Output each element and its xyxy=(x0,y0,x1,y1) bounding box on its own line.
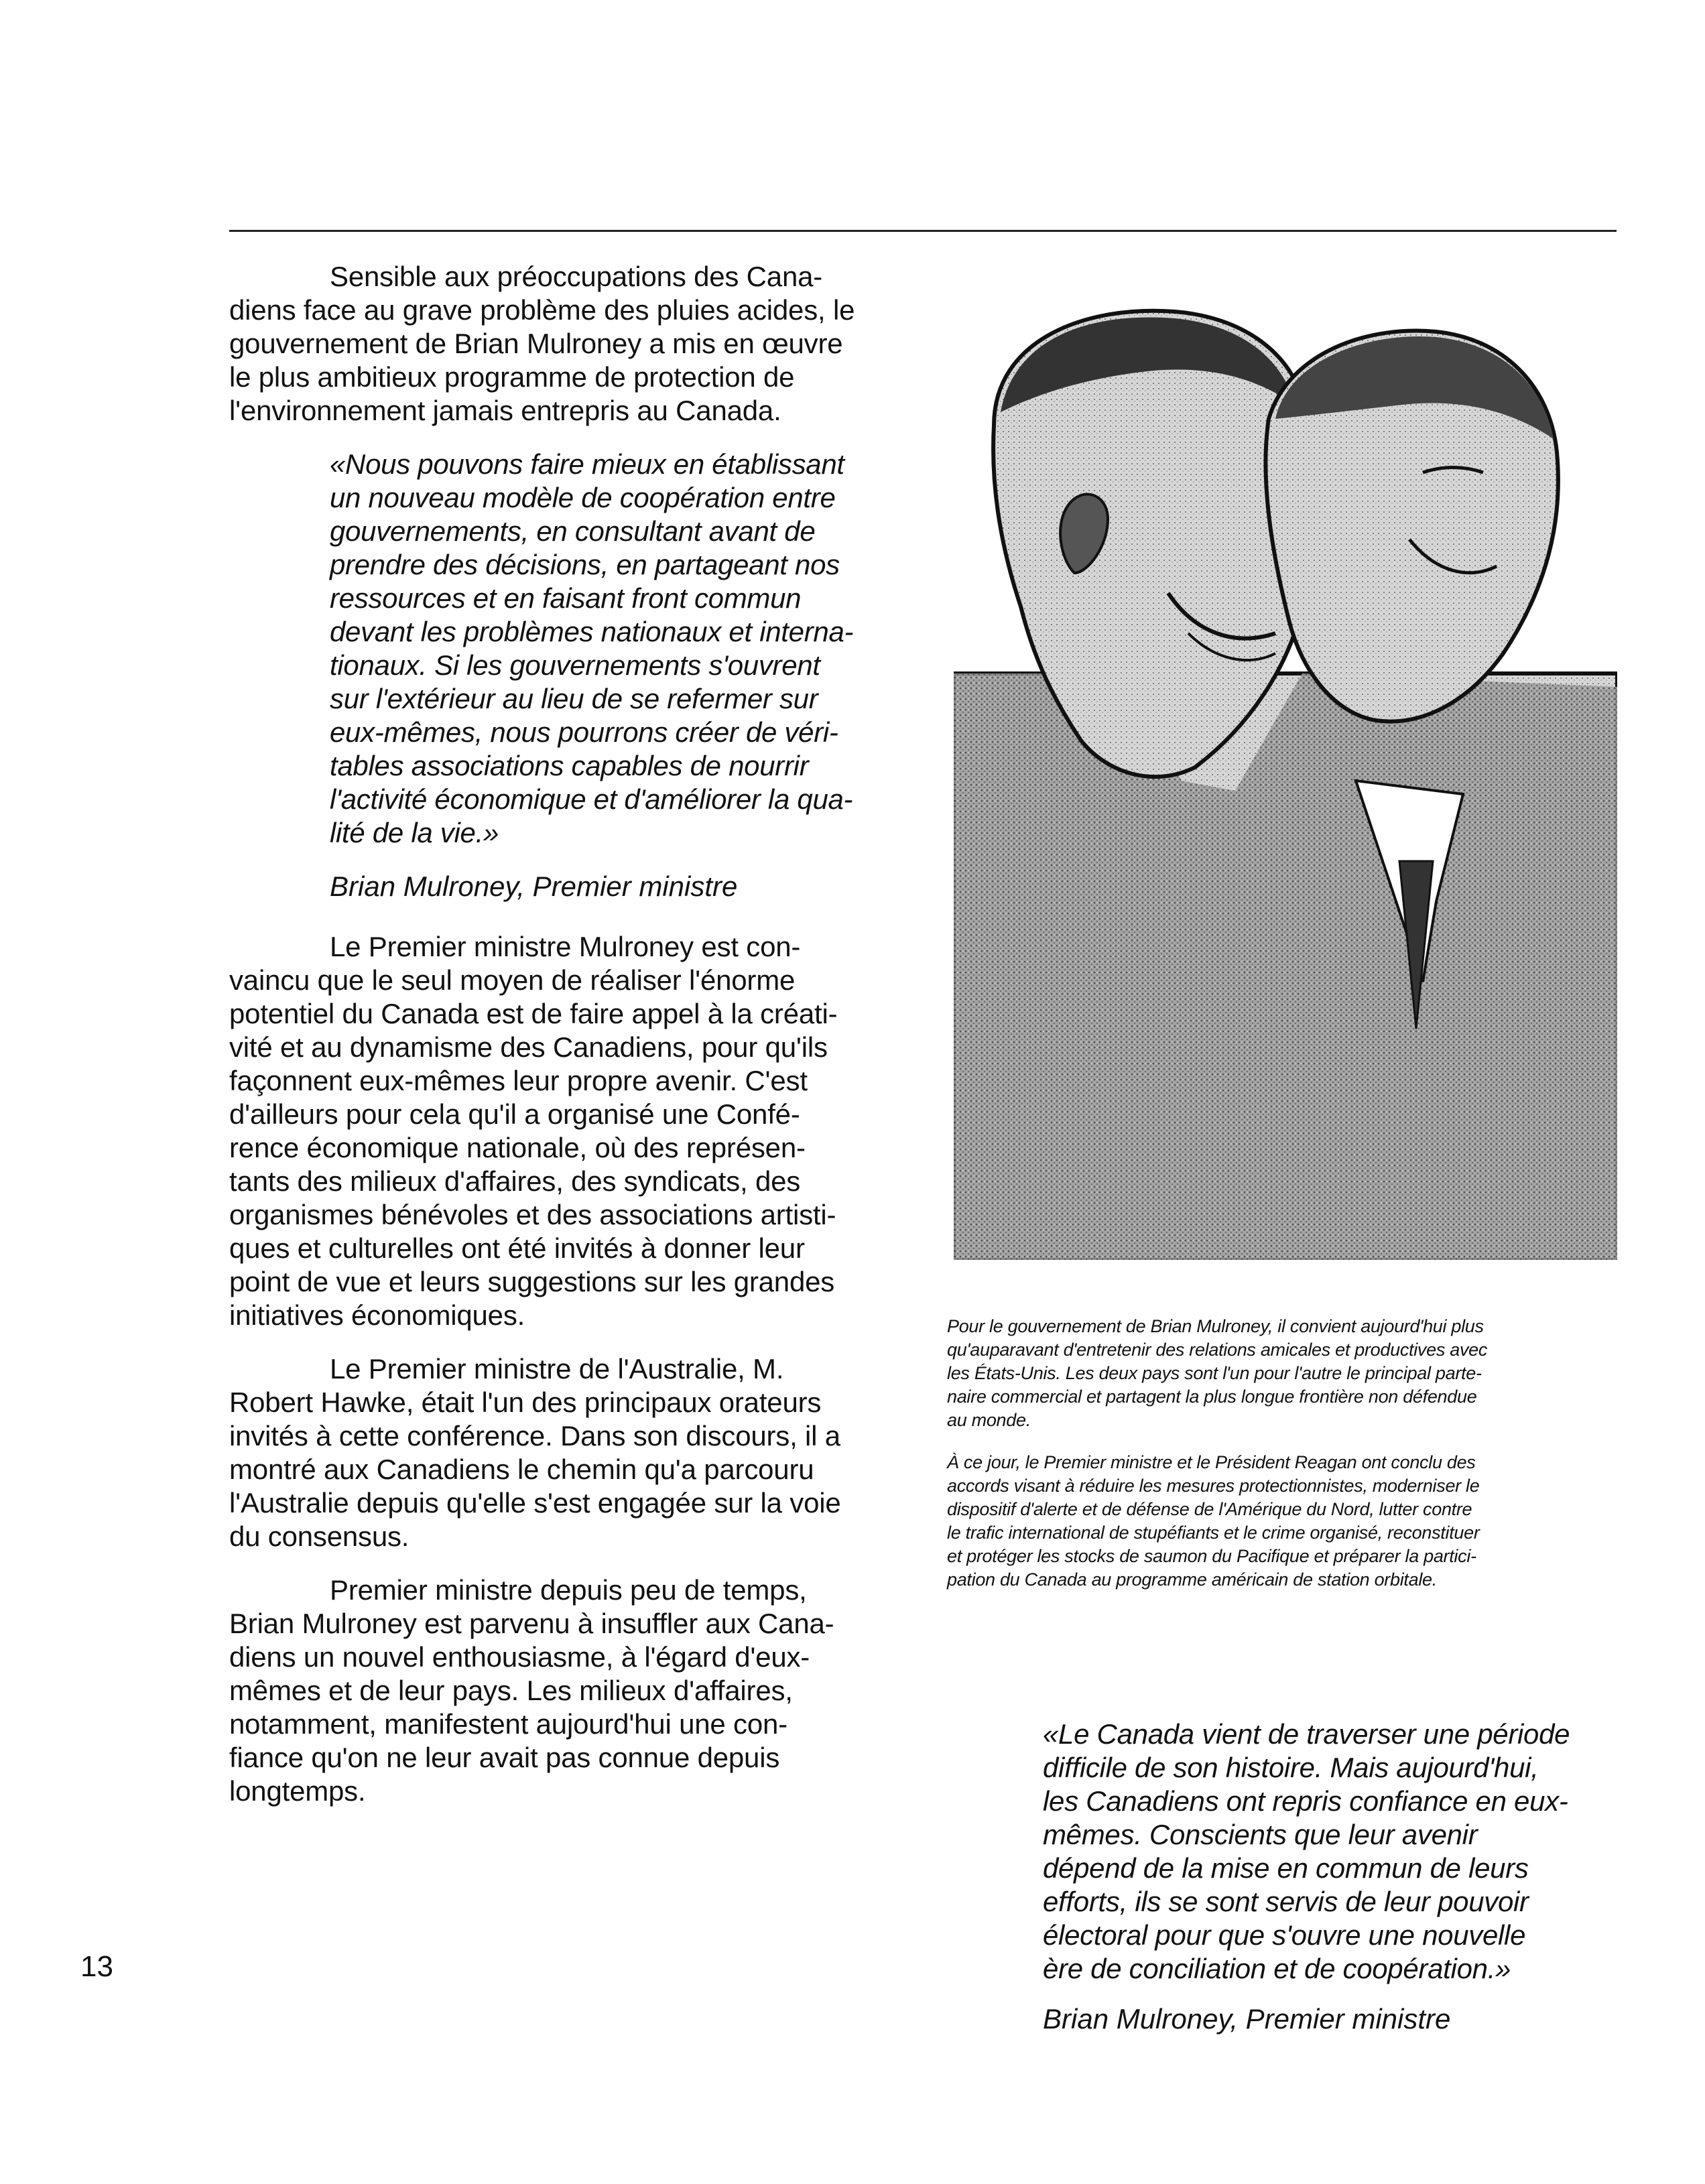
pull-quote-confidence: «Le Canada vient de traverser une période difficile de son histoire. Mais aujourd'hui, les Canadiens ont repris confiance en eux- mêmes. Conscients que leur avenir dépend de la mise en commun de leurs efforts, ils se sont servis de leur pouvoir électoral pour que s'ouvre une nouvelle ère de conciliation et de coopération.» xyxy=(1043,1718,1570,1984)
photo-caption-relations: Pour le gouvernement de Brian Mulroney, il convient aujourd'hui plus qu'auparavant d'entretenir des relations amicales et productives avec les États-Unis. Les deux pays sont l'un pour l'autre le principal parte- naire commercial et partagent la plus longue frontière non défendue au monde. xyxy=(947,1316,1488,1430)
page-number: 13 xyxy=(80,1950,113,1983)
pull-quote-attribution: Brian Mulroney, Premier ministre xyxy=(1043,2003,1451,2035)
quote-cooperation: «Nous pouvons faire mieux en établissant un nouveau modèle de coopération entre gouvernements, en consultant avant de prendre des décisions, en partageant nos ressources et en faisant front commun devant les problèmes nationaux et interna- tionaux. Si les gouvernements s'ouvrent sur l'extérieur au lieu de se refermer sur eux-mêmes, nous pourrons créer de véri- tables associations capables de nourrir l'activité économique et d'améliorer la qua- lité de la vie.» xyxy=(330,448,854,848)
left-column xyxy=(229,260,894,1828)
photo-caption-agreements: À ce jour, le Premier ministre et le Président Reagan ont conclu des accords visant à réduire les mesures protectionnistes, moderniser le dispositif d'alerte et de défense de l'Amérique du Nord, lutter contre le trafic international de stupéfiants et le crime organisé, reconstituer et protéger les stocks de saumon du Pacifique et préparer la partici- pation du Canada au programme américain de station orbitale. xyxy=(947,1452,1480,1590)
paragraph-economic-conference: Le Premier ministre Mulroney est con- vaincu que le seul moyen de réaliser l'énorme potentiel du Canada est de faire appel à la créati- vité et au dynamisme des Canadiens, pour qu'ils façonnent eux-mêmes leur propre avenir. C'est d'ailleurs pour cela qu'il a organisé une Confé- rence économique nationale, où des représen- tants des milieux d'affaires, des syndicats, des organismes bénévoles et des associations artisti- ques et culturelles ont été invités à donner leur point de vue et leurs suggestions sur les grandes initiatives économiques. xyxy=(229,931,838,1331)
header-rule xyxy=(229,230,1617,232)
photo-heads-illustration xyxy=(954,258,1617,1260)
paragraph-australia: Le Premier ministre de l'Australie, M. Robert Hawke, était l'un des principaux orateurs invités à cette conférence. Dans son discours, il a montré aux Canadiens le chemin qu'a parcouru l'Australie depuis qu'elle s'est engagée sur la voie du consensus. xyxy=(229,1353,841,1552)
paragraph-acid-rain: Sensible aux préoccupations des Cana- diens face au grave problème des pluies acides, le gouvernement de Brian Mulroney a mis en œuvre le plus ambitieux programme de protection de l'environnement jamais entrepris au Canada. xyxy=(229,261,855,426)
paragraph-enthusiasm: Premier ministre depuis peu de temps, Brian Mulroney est parvenu à insuffler aux Cana- diens un nouvel enthousiasme, à l'égard d'eux- mêmes et de leur pays. Les milieux d'affaires, notamment, manifestent aujourd'hui une con- fiance qu'on ne leur avait pas connue depuis longtemps. xyxy=(229,1574,834,1807)
quote-attribution: Brian Mulroney, Premier ministre xyxy=(330,871,738,902)
